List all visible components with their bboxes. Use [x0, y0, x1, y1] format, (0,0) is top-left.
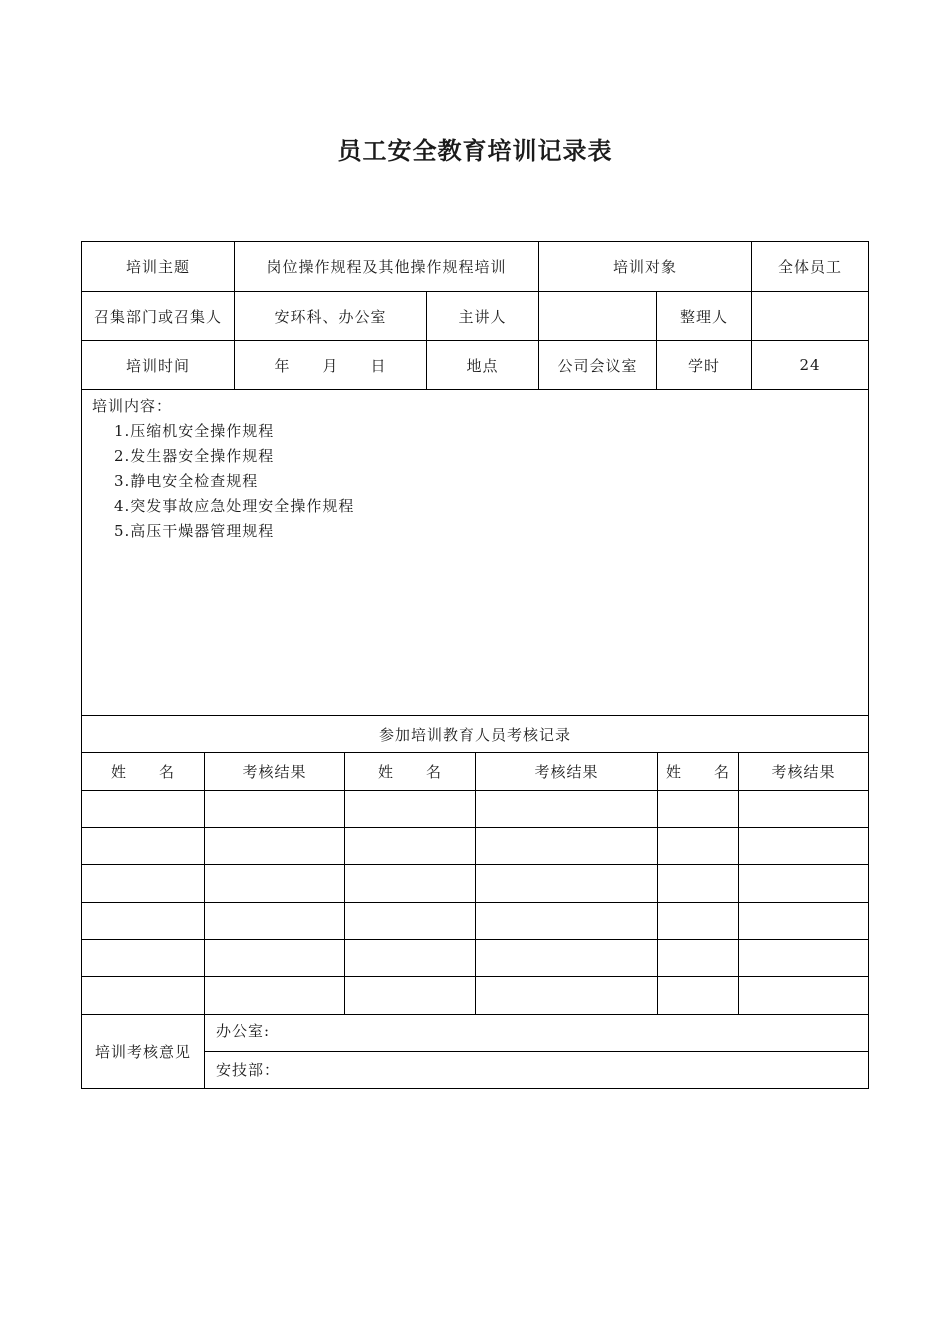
speaker-label: 主讲人: [458, 307, 507, 326]
list-item: 3.静电安全检查规程: [114, 472, 259, 490]
hours-label: 学时: [687, 356, 720, 375]
list-item: 2.发生器安全操作规程: [114, 447, 275, 465]
organizer-label: 整理人: [679, 307, 728, 326]
convener-label: 召集部门或召集人: [93, 307, 222, 326]
topic-value: 岗位操作规程及其他操作规程培训: [266, 258, 507, 276]
safety-opinion-label: 安技部：: [216, 1060, 281, 1079]
col-divider: [344, 752, 345, 1014]
speaker-value: [539, 292, 656, 340]
col-divider: [738, 752, 739, 1014]
column-header-name: 姓 名: [377, 763, 442, 781]
topic-label: 培训主题: [125, 258, 190, 276]
convener-value: 安环科、办公室: [274, 307, 387, 326]
time-label: 培训时间: [125, 356, 190, 375]
hours-value: 24: [799, 356, 821, 374]
column-header-result: 考核结果: [534, 763, 599, 781]
list-item: 1.压缩机安全操作规程: [114, 422, 275, 440]
column-header-result: 考核结果: [771, 763, 836, 781]
column-header-name: 姓 名: [110, 763, 175, 781]
organizer-value: [752, 292, 868, 340]
row-divider: [82, 389, 868, 390]
place-value: 公司会议室: [557, 356, 638, 375]
column-header-name: 姓 名: [665, 763, 730, 781]
office-opinion-label: 办公室:: [216, 1021, 271, 1040]
place-label: 地点: [466, 356, 499, 375]
target-label: 培训对象: [612, 258, 677, 276]
list-item: 4.突发事故应急处理安全操作规程: [114, 497, 355, 515]
content-list: [114, 419, 354, 544]
attendance-header: 参加培训教育人员考核记录: [378, 725, 571, 744]
col-divider: [475, 752, 476, 1014]
time-value: 年 月 日: [274, 356, 387, 375]
training-record-table: [81, 241, 869, 1089]
list-item: 5.高压干燥器管理规程: [114, 522, 275, 540]
column-header-result: 考核结果: [242, 763, 307, 781]
content-label: 培训内容：: [92, 397, 173, 415]
opinion-label: 培训考核意见: [94, 1043, 191, 1061]
page-title: 员工安全教育培训记录表: [337, 137, 613, 165]
target-value: 全体员工: [777, 258, 842, 276]
col-divider: [657, 752, 658, 1014]
